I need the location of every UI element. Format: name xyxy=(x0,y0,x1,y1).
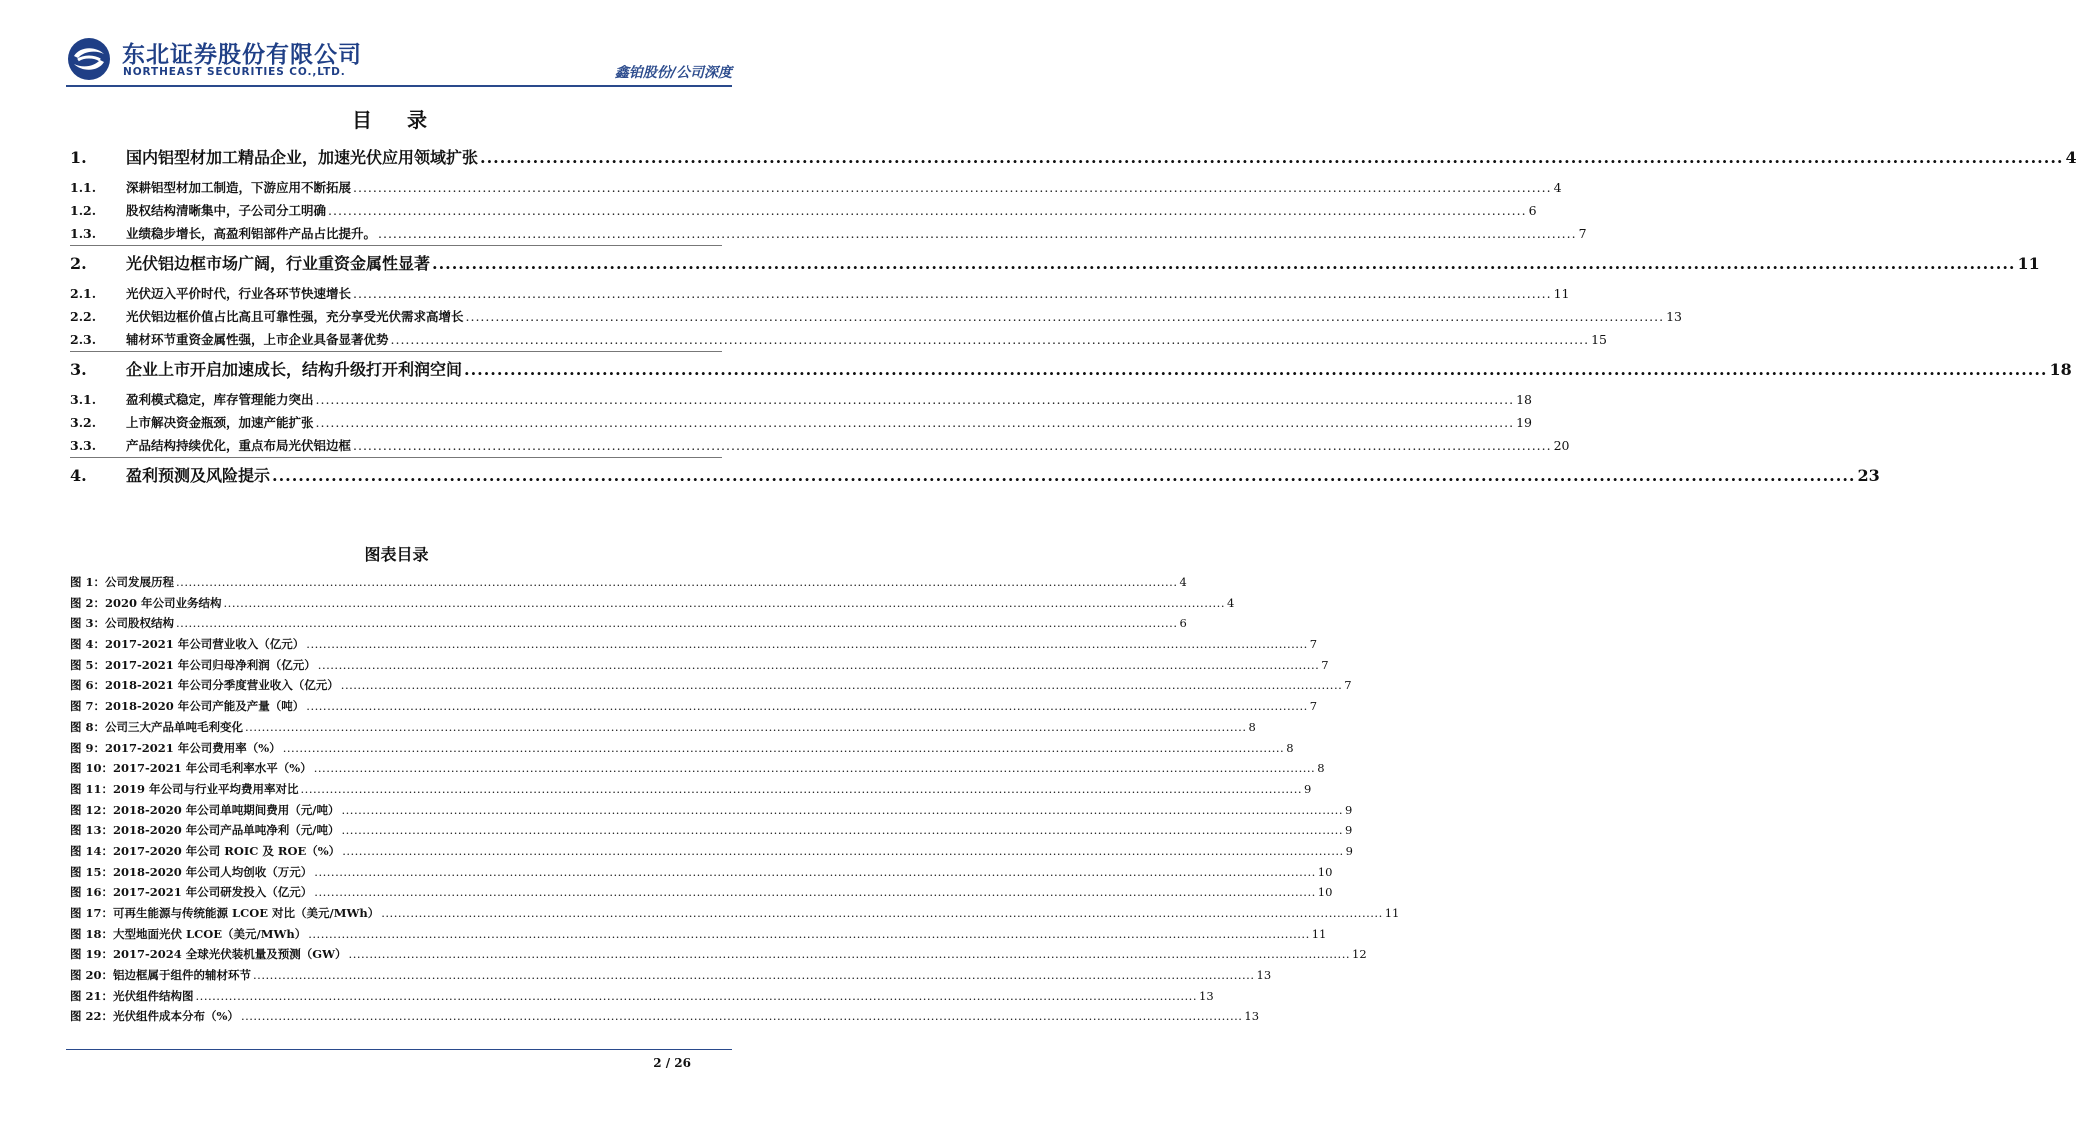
figure-label: 图 10：2017-2021 年公司毛利率水平（%） xyxy=(70,761,312,776)
footer-divider xyxy=(66,1049,732,1050)
dot-leader xyxy=(306,634,1307,655)
company-name-cn: 东北证券股份有限公司 xyxy=(122,42,362,68)
figure-entry[interactable] xyxy=(70,593,1235,614)
figure-page: 7 xyxy=(1344,678,1352,693)
toc-page: 4 xyxy=(2065,148,2077,167)
figure-entry[interactable] xyxy=(70,696,1318,717)
figure-entry[interactable] xyxy=(70,779,1312,800)
toc-text: 国内铝型材加工精品企业，加速光伏应用领域扩张 xyxy=(126,148,479,167)
figure-page: 13 xyxy=(1244,1009,1260,1024)
figure-label: 图 17：可再生能源与传统能源 LCOE 对比（美元/MWh） xyxy=(70,906,380,920)
toc-text: 企业上市开启加速成长，结构升级打开利润空间 xyxy=(126,360,463,379)
toc-number: 2. xyxy=(70,254,87,273)
figure-page: 7 xyxy=(1309,699,1318,714)
toc-text: 业绩稳步增长，高盈利铝部件产品占比提升。 xyxy=(126,226,377,241)
toc-section[interactable] xyxy=(70,140,2077,176)
figure-label: 图 21：光伏组件结构图 xyxy=(70,988,194,1003)
toc-number: 2.2. xyxy=(70,309,97,324)
dot-leader xyxy=(342,841,1343,862)
figure-label: 图 8：公司三大产品单吨毛利变化 xyxy=(70,719,244,734)
figure-page: 10 xyxy=(1317,864,1333,879)
toc-number: 1.2. xyxy=(70,203,97,218)
company-name-en: NORTHEAST SECURITIES CO.,LTD. xyxy=(123,66,346,78)
dot-leader xyxy=(353,434,1552,457)
toc-subsection[interactable] xyxy=(70,176,1562,199)
figure-label: 图 3：公司股权结构 xyxy=(70,616,175,631)
dot-leader xyxy=(353,282,1552,305)
toc-page: 18 xyxy=(1516,392,1533,407)
dot-leader xyxy=(308,924,1309,945)
toc-text: 产品结构持续优化，重点布局光伏铝边框 xyxy=(126,438,352,453)
figure-page: 8 xyxy=(1317,761,1325,776)
page-header xyxy=(66,30,732,88)
dot-leader xyxy=(353,176,1552,199)
dot-leader xyxy=(464,352,2047,388)
figure-entry[interactable] xyxy=(70,634,1318,655)
toc-text: 盈利模式稳定，库存管理能力突出 xyxy=(126,392,314,407)
dot-leader xyxy=(196,986,1197,1007)
toc-page: 19 xyxy=(1516,415,1533,430)
figure-label: 图 4：2017-2021 年公司营业收入（亿元） xyxy=(70,637,305,652)
toc-number: 1.3. xyxy=(70,226,97,241)
figure-entry[interactable] xyxy=(70,820,1353,841)
dot-leader xyxy=(283,738,1284,759)
figure-label: 图 9：2017-2021 年公司费用率（%） xyxy=(70,740,281,755)
figure-label: 图 13：2018-2020 年公司产品单吨净利（元/吨） xyxy=(70,823,340,838)
dot-leader xyxy=(316,411,1515,434)
dot-leader xyxy=(241,1006,1242,1027)
dot-leader xyxy=(314,758,1315,779)
dot-leader xyxy=(176,572,1177,593)
toc-subsection[interactable] xyxy=(70,434,1570,457)
toc-number: 3.2. xyxy=(70,415,97,430)
figure-page: 13 xyxy=(1256,968,1272,983)
figure-entry[interactable] xyxy=(70,1006,1260,1027)
figure-entry[interactable] xyxy=(70,965,1272,986)
dot-leader xyxy=(342,800,1343,821)
figure-label: 图 5：2017-2021 年公司归母净利润（亿元） xyxy=(70,657,316,672)
dot-leader xyxy=(272,458,1855,494)
figure-label: 图 6：2018-2021 年公司分季度营业收入（亿元） xyxy=(70,678,339,693)
dot-leader xyxy=(341,675,1342,696)
figure-entry[interactable] xyxy=(70,717,1256,738)
toc-page: 11 xyxy=(2017,254,2040,273)
figure-entry[interactable] xyxy=(70,758,1325,779)
toc-number: 1. xyxy=(70,148,87,167)
dot-leader xyxy=(318,655,1319,676)
figure-label: 图 7：2018-2020 年公司产能及产量（吨） xyxy=(70,699,305,714)
toc-page: 20 xyxy=(1553,438,1570,453)
figure-entry[interactable] xyxy=(70,675,1352,696)
figure-page: 12 xyxy=(1352,947,1367,962)
toc-text: 上市解决资金瓶颈，加速产能扩张 xyxy=(126,415,314,430)
toc-number: 2.3. xyxy=(70,332,97,347)
figure-entry[interactable] xyxy=(70,862,1333,883)
toc-subsection[interactable] xyxy=(70,282,1570,305)
figure-label: 图 11：2019 年公司与行业平均费用率对比 xyxy=(70,781,299,796)
dot-leader xyxy=(480,140,2063,176)
dot-leader xyxy=(253,965,1254,986)
figure-entry[interactable] xyxy=(70,800,1353,821)
toc-number: 3.1. xyxy=(70,392,97,407)
figure-label: 图 22：光伏组件成本分布（%） xyxy=(70,1009,239,1024)
dot-leader xyxy=(381,903,1382,924)
dot-leader xyxy=(306,696,1307,717)
toc-text: 深耕铝型材加工制造，下游应用不断拓展 xyxy=(126,180,352,195)
figure-entry[interactable] xyxy=(70,944,1367,965)
report-tag: 鑫铂股份/公司深度 xyxy=(614,65,732,81)
figure-label: 图 19：2017-2024 全球光伏装机量及预测（GW） xyxy=(70,947,347,962)
figure-list xyxy=(70,572,1400,1027)
toc-subsection[interactable] xyxy=(70,199,1537,222)
toc-page: 15 xyxy=(1591,332,1608,347)
dot-leader xyxy=(328,199,1527,222)
figure-page: 13 xyxy=(1199,988,1214,1003)
dot-leader xyxy=(432,246,2015,282)
toc-text: 光伏铝边框价值占比高且可靠性强，充分享受光伏需求高增长 xyxy=(126,309,464,324)
figure-entry[interactable] xyxy=(70,903,1400,924)
toc-subsection[interactable] xyxy=(70,305,1683,328)
toc-text: 辅材环节重资金属性强，上市企业具备显著优势 xyxy=(126,332,389,347)
figure-label: 图 14：2017-2020 年公司 ROIC 及 ROE（%） xyxy=(70,843,341,858)
figure-entry[interactable] xyxy=(70,738,1294,759)
toc-text: 股权结构清晰集中，子公司分工明确 xyxy=(126,203,327,218)
figure-page: 11 xyxy=(1384,906,1400,920)
dot-leader xyxy=(342,820,1343,841)
figure-label: 图 2：2020 年公司业务结构 xyxy=(70,595,222,610)
toc-number: 2.1. xyxy=(70,286,97,301)
dot-leader xyxy=(176,613,1177,634)
figure-entry[interactable] xyxy=(70,882,1333,903)
dot-leader xyxy=(391,328,1590,351)
figure-page: 6 xyxy=(1179,616,1187,631)
figure-page: 8 xyxy=(1248,719,1256,734)
toc-section[interactable] xyxy=(70,457,1880,494)
toc-page: 7 xyxy=(1578,226,1587,241)
dot-leader xyxy=(316,388,1515,411)
toc-page: 6 xyxy=(1528,203,1537,218)
figure-page: 9 xyxy=(1344,823,1353,838)
toc-subsection[interactable] xyxy=(70,328,1608,351)
figure-label: 图 16：2017-2021 年公司研发投入（亿元） xyxy=(70,885,313,900)
dot-leader xyxy=(301,779,1302,800)
toc-number: 3.3. xyxy=(70,438,97,453)
dot-leader xyxy=(314,862,1315,883)
toc-number: 4. xyxy=(70,466,87,485)
toc-text: 光伏铝边框市场广阔，行业重资金属性显著 xyxy=(126,254,431,273)
dot-leader xyxy=(314,882,1315,903)
dot-leader xyxy=(245,717,1246,738)
figure-page: 4 xyxy=(1179,575,1187,589)
page-number: 2 / 26 xyxy=(653,1056,691,1070)
figure-entry[interactable] xyxy=(70,613,1187,634)
figure-label: 图 15：2018-2020 年公司人均创收（万元） xyxy=(70,864,313,879)
toc-page: 23 xyxy=(1857,466,1880,485)
toc-number: 3. xyxy=(70,360,87,379)
toc-subsection[interactable] xyxy=(70,411,1533,434)
toc-page: 11 xyxy=(1553,286,1570,301)
figure-page: 9 xyxy=(1344,802,1353,817)
figure-page: 8 xyxy=(1286,740,1294,755)
toc-page: 4 xyxy=(1553,180,1562,195)
toc-text: 盈利预测及风险提示 xyxy=(126,466,271,485)
dot-leader xyxy=(466,305,1665,328)
figure-page: 9 xyxy=(1304,781,1312,796)
figure-label: 图 1：公司发展历程 xyxy=(70,575,175,589)
figure-label: 图 18：大型地面光伏 LCOE（美元/MWh） xyxy=(70,926,307,941)
figure-entry[interactable] xyxy=(70,572,1187,593)
figure-entry[interactable] xyxy=(70,841,1353,862)
figure-page: 11 xyxy=(1311,926,1327,941)
figure-page: 4 xyxy=(1227,595,1235,610)
toc-text: 光伏迈入平价时代，行业各环节快速增长 xyxy=(126,286,352,301)
table-of-contents xyxy=(70,140,2077,494)
toc-page: 13 xyxy=(1666,309,1683,324)
toc-number: 1.1. xyxy=(70,180,97,195)
figure-entry[interactable] xyxy=(70,986,1214,1007)
toc-subsection[interactable] xyxy=(70,388,1533,411)
toc-section[interactable] xyxy=(70,245,2040,282)
toc-page: 18 xyxy=(2049,360,2072,379)
toc-subsection[interactable] xyxy=(70,222,1587,245)
header-divider xyxy=(66,85,732,87)
figure-entry[interactable] xyxy=(70,924,1327,945)
figure-entry[interactable] xyxy=(70,655,1329,676)
figure-label: 图 12：2018-2020 年公司单吨期间费用（元/吨） xyxy=(70,802,340,817)
dot-leader xyxy=(378,222,1577,245)
figure-list-title: 图表目录 xyxy=(364,545,429,564)
figure-page: 7 xyxy=(1309,637,1318,652)
figure-page: 7 xyxy=(1321,657,1329,672)
figure-page: 10 xyxy=(1317,885,1333,900)
company-logo-icon xyxy=(66,36,112,82)
dot-leader xyxy=(349,944,1350,965)
dot-leader xyxy=(224,593,1225,614)
figure-label: 图 20：铝边框属于组件的辅材环节 xyxy=(70,968,252,983)
figure-page: 9 xyxy=(1345,843,1353,858)
toc-section[interactable] xyxy=(70,351,2072,388)
toc-title: 目 录 xyxy=(352,108,441,132)
